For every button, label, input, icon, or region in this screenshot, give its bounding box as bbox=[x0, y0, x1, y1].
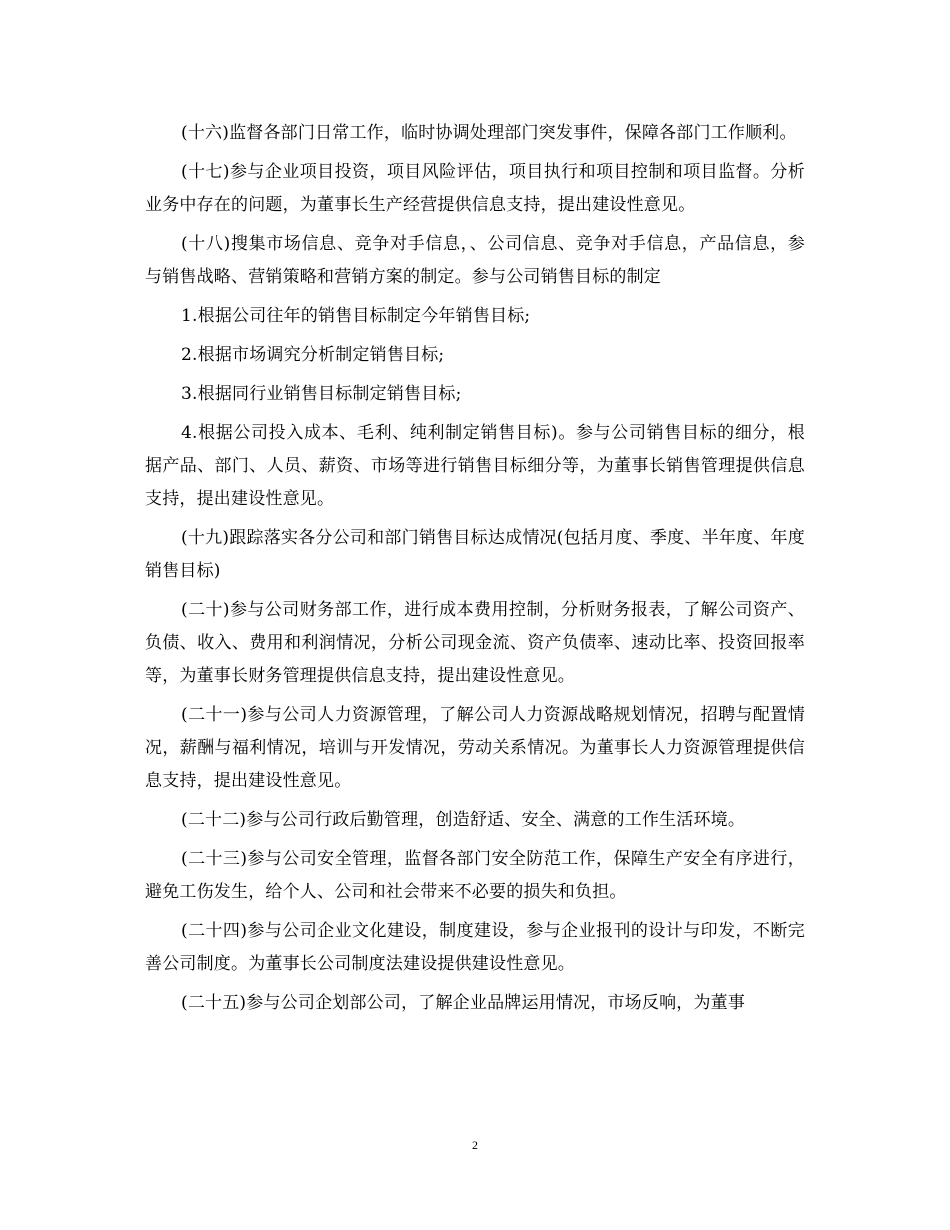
document-body bbox=[145, 117, 805, 1026]
list-item-3: 3.根据同行业销售目标制定销售目标; bbox=[181, 384, 462, 404]
paragraph-20: (二十)参与公司财务部工作，进行成本费用控制，分析财务报表，了解公司资产、负债、收入、费用和利润情况，分析公司现金流、资产负债率、速动比率、投资回报率等，为董事长财务管理提供信息支持，提出建设性意见。 bbox=[145, 600, 805, 686]
paragraph-18: (十八)搜集市场信息、竞争对手信息，、公司信息、竞争对手信息，产品信息，参与销售战略、营销策略和营销方案的制定。参与公司销售目标的制定 bbox=[145, 234, 805, 287]
paragraph-25: (二十五)参与公司企划部公司，了解企业品牌运用情况，市场反响，为董事 bbox=[181, 993, 746, 1013]
paragraph-21: (二十一)参与公司人力资源管理，了解公司人力资源战略规划情况，招聘与配置情况，薪酬与福利情况，培训与开发情况，劳动关系情况。为董事长人力资源管理提供信息支持，提出建设性意见。 bbox=[145, 705, 805, 791]
paragraph-16: (十六)监督各部门日常工作，临时协调处理部门突发事件，保障各部门工作顺利。 bbox=[181, 123, 797, 143]
page-number: 2 bbox=[472, 1138, 478, 1152]
paragraph-24: (二十四)参与公司企业文化建设，制度建设，参与企业报刊的设计与印发，不断完善公司制度。为董事长公司制度法建设提供建设性意见。 bbox=[145, 921, 805, 974]
list-item-4: 4.根据公司投入成本、毛利、纯利制定销售目标)。参与公司销售目标的细分，根据产品、部门、人员、薪资、市场等进行销售目标细分等，为董事长销售管理提供信息支持，提出建设性意见。 bbox=[145, 423, 805, 509]
paragraph-17: (十七)参与企业项目投资，项目风险评估，项目执行和项目控制和项目监督。分析业务中存在的问题，为董事长生产经营提供信息支持，提出建设性意见。 bbox=[145, 162, 805, 215]
list-item-1: 1.根据公司往年的销售目标制定今年销售目标; bbox=[181, 306, 531, 326]
paragraph-19: (十九)跟踪落实各分公司和部门销售目标达成情况(包括月度、季度、半年度、年度销售目标) bbox=[145, 528, 805, 581]
list-item-2: 2.根据市场调究分析制定销售目标; bbox=[181, 345, 445, 365]
paragraph-22: (二十二)参与公司行政后勤管理，创造舒适、安全、满意的工作生活环境。 bbox=[181, 810, 746, 830]
paragraph-23: (二十三)参与公司安全管理，监督各部门安全防范工作，保障生产安全有序进行，避免工伤发生，给个人、公司和社会带来不必要的损失和负担。 bbox=[145, 849, 805, 902]
